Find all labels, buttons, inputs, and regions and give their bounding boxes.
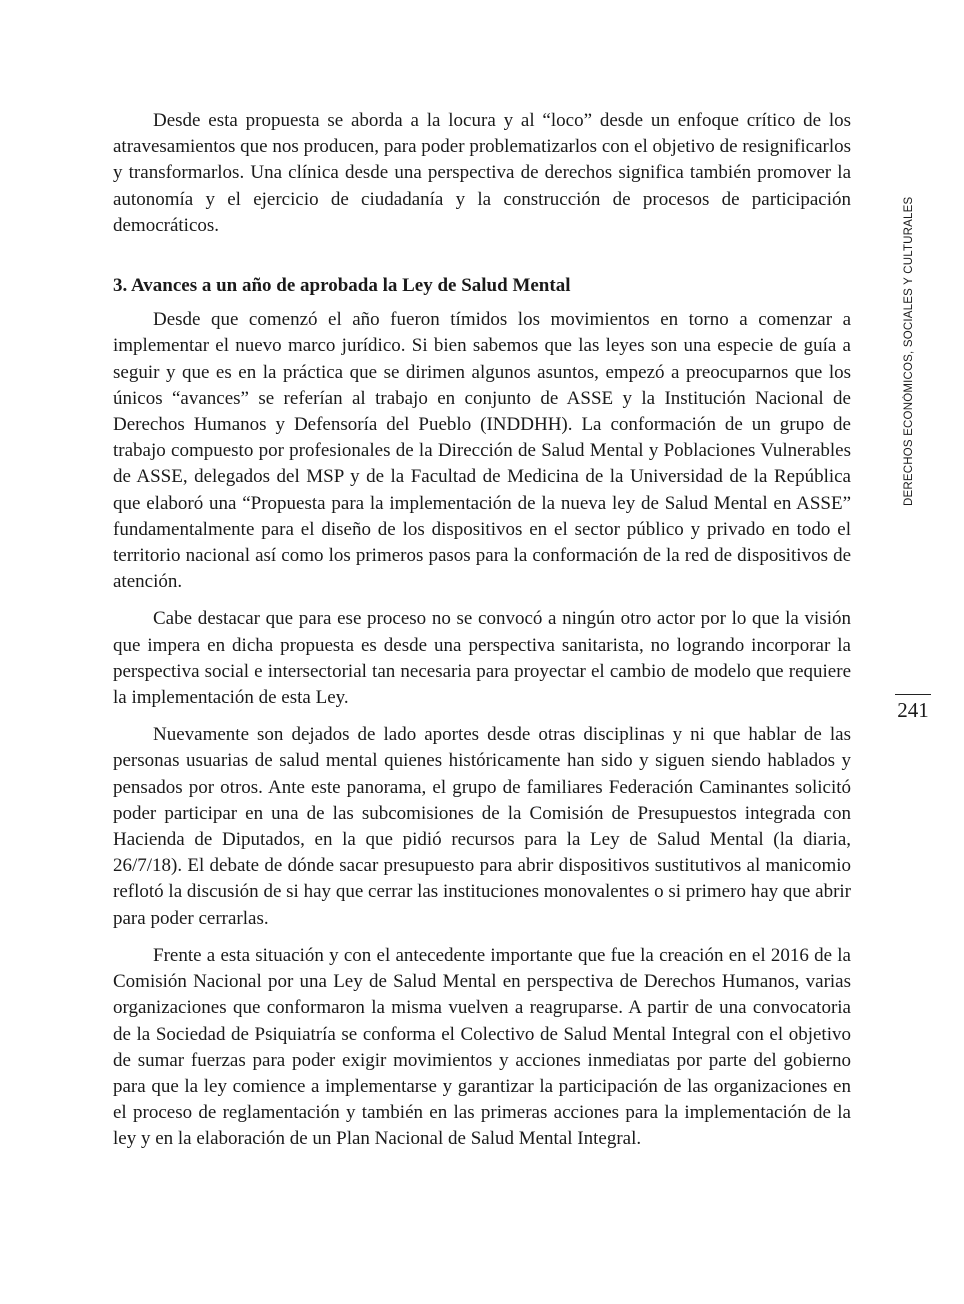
page-body [113, 108, 851, 1164]
page-number-rule [895, 694, 931, 695]
section-side-label: DERECHOS ECONÓMICOS, SOCIALES Y CULTURALES [903, 196, 915, 506]
paragraph-5: Frente a esta situación y con el antecedente importante que fue la creación en el 2016 de la Comisión Nacional por una Ley de Salud Mental en perspectiva de Derechos Humanos, varias organizaciones que conformaron la misma vuelven a reagruparse. A partir de una convocatoria de la Sociedad de Psiquiatría se conforma el Colectivo de Salud Mental Integral con el objetivo de sumar fuerzas para poder exigir movimientos y acciones inmediatas por parte del gobierno para que la ley comience a implementarse y garantizar la participación de las organizaciones en el proceso de reglamentación y también en las primeras acciones para la implementación de la ley y en la elaboración de un Plan Nacional de Salud Mental Integral. [113, 944, 851, 1150]
paragraph-1: Desde esta propuesta se aborda a la locura y al “loco” desde un enfoque crítico de los atravesamientos que nos producen, para poder problematizarlos con el objetivo de resignificarlos y transformarlos. Una clínica desde una perspectiva de derechos significa también promover la autonomía y el ejercicio de ciudadanía y la construcción de procesos de participación democráticos. [113, 110, 851, 236]
paragraph-4: Nuevamente son dejados de lado aportes desde otras disciplinas y ni que hablar de las personas usuarias de salud mental quienes históricamente han sido y siguen siendo hablados y pensados por otros. Ante este panorama, el grupo de familiares Federación Caminantes solicitó poder participar en una de las subcomisiones de la Comisión de Presupuestos integrada con Hacienda de Diputados, en la que pidió recursos para la Ley de Salud Mental (la diaria, 26/7/18). El debate de dónde sacar presupuesto para abrir dispositivos sustitutivos al manicomio reflotó la discusión de si hay que cerrar las instituciones monovalentes o si primero hay que abrir para poder cerrarlas. [113, 724, 851, 929]
paragraph-3: Cabe destacar que para ese proceso no se convocó a ningún otro actor por lo que la visión que impera en dicha propuesta es desde una perspectiva sanitarista, no logrando incorporar la perspectiva social e intersectorial tan necesaria para proyectar el cambio de modelo que requiere la implementación de esta Ley. [113, 608, 851, 709]
paragraph-2: Desde que comenzó el año fueron tímidos los movimientos en torno a comenzar a implementar el nuevo marco jurídico. Si bien sabemos que las leyes son una especie de guía a seguir y que es en la práctica que se dirimen algunos asuntos, empezó a preocuparnos que los únicos “avances” se referían al trabajo en conjunto de ASSE y la Institución Nacional de Derechos Humanos y Defensoría del Pueblo (INDDHH). La conformación de un grupo de trabajo compuesto por profesionales de la Dirección de Salud Mental y Poblaciones Vulnerables de ASSE, delegados del MSP y de la Facultad de Medicina de la Universidad de la República que elaboró una “Propuesta para la implementación de la nueva ley de Salud Mental en ASSE” fundamentalmente para el diseño de los dispositivos en el sector público y privado en todo el territorio nacional así como los primeros pasos para la conformación de la red de dispositivos de atención. [113, 309, 851, 593]
page-number: 241 [897, 698, 929, 722]
section-heading: 3. Avances a un año de aprobada la Ley de Salud Mental [113, 275, 571, 297]
